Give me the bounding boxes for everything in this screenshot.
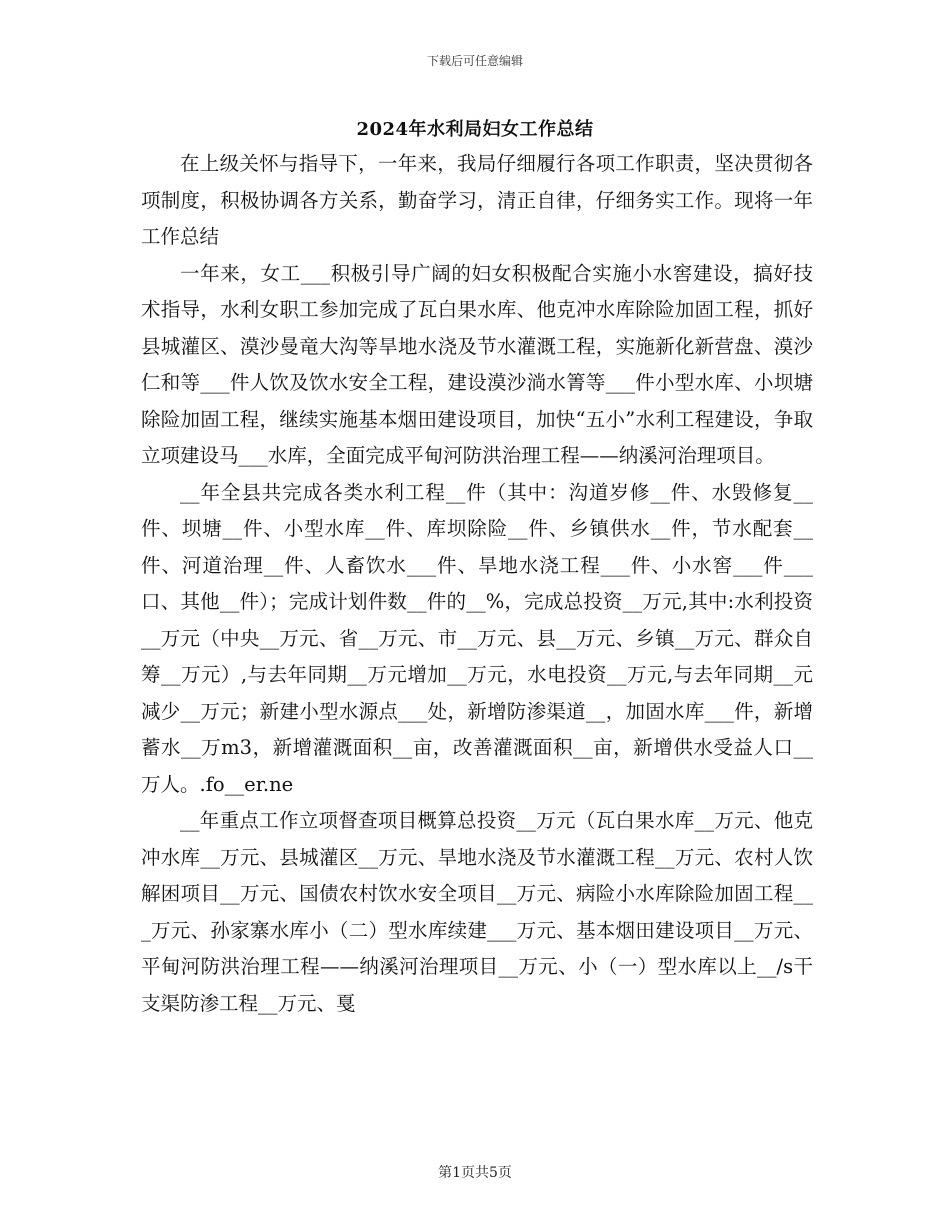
paragraph-county-projects: __年全县共完成各类水利工程__件（其中：沟道岁修__件、水毁修复__件、坝塘__件、小型水库__件、库坝除险__件、乡镇供水__件，节水配套__件、河道治理__件、人畜饮水___件、旱地水浇工程___件、小水窖___件___口、其他__件）；完成计划件数__件的__%，完成总投资__万元,其中:水利投资__万元（中央__万元、省__万元、市__万元、县__万元、乡镇__万元、群众自筹__万元）,与去年同期__万元增加__万元，水电投资__万元,与去年同期__元减少__万元；新建小型水源点___处，新增防渗渠道__，加固水库___件，新增蓄水__万m3，新增灌溉面积__亩，改善灌溉面积__亩，新增供水受益人口__万人。.fo__er.ne bbox=[141, 480, 813, 796]
paragraph-intro: 在上级关怀与指导下，一年来，我局仔细履行各项工作职责，坚决贯彻各项制度，积极协调各方关系，勤奋学习，清正自律，仔细务实工作。现将一年工作总结 bbox=[141, 152, 813, 248]
document-body bbox=[141, 146, 813, 1022]
paragraph-key-projects: __年重点工作立项督查项目概算总投资__万元（瓦白果水库__万元、他克冲水库__万元、县城灌区__万元、旱地水浇及节水灌溉工程__万元、农村人饮解困项目__万元、国债农村饮水安全项目__万元、病险小水库除险加固工程___万元、孙家寨水库小（二）型水库续建___万元、基本烟田建设项目__万元、平甸河防洪治理工程——纳溪河治理项目__万元、小（一）型水库以上__/s干支渠防渗工程__万元、戛 bbox=[141, 809, 813, 1015]
page-header-note: 下载后可任意编辑 bbox=[426, 54, 523, 68]
document-title: 2024年水利局妇女工作总结 bbox=[356, 119, 594, 140]
paragraph-women-work: 一年来，女工___积极引导广阔的妇女积极配合实施小水窖建设，搞好技术指导，水利女职工参加完成了瓦白果水库、他克冲水库除险加固工程，抓好县城灌区、漠沙曼竜大沟等旱地水浇及节水灌溉工程，实施新化新营盘、漠沙仁和等___件人饮及饮水安全工程，建设漠沙淌水箐等___件小型水库、小坝塘除险加固工程，继续实施基本烟田建设项目，加快“五小”水利工程建设，争取立项建设马___水库，全面完成平甸河防洪治理工程——纳溪河治理项目。 bbox=[141, 261, 813, 467]
page-number: 第1页共5页 bbox=[438, 1165, 512, 1181]
